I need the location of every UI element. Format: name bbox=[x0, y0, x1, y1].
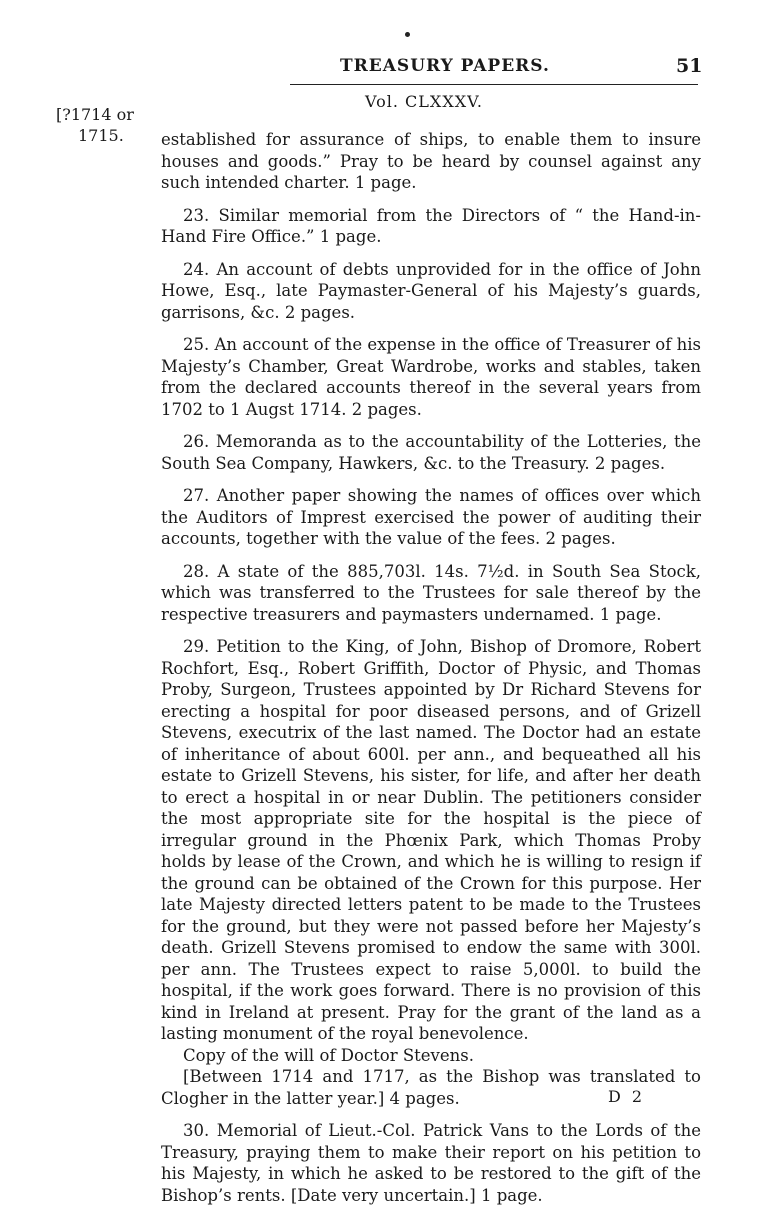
page-number: 51 bbox=[676, 55, 703, 77]
margin-date-line: [?1714 or bbox=[56, 105, 134, 124]
entry-29-note: Copy of the will of Doctor Stevens. bbox=[183, 1045, 474, 1065]
signature-mark: D 2 bbox=[608, 1087, 646, 1106]
entry-29: 29. Petition to the King, of John, Bishop of Dromore, Robert Rochfort, Esq., Robert Griffith, Doctor of Physic, and Thomas Proby, Surgeon, Trustees appointed by Dr Richard Stevens for erecting a hospital for poor diseased persons, and of Grizell Stevens, executrix of the last named. The Doctor had an estate of inheritance of about 600l. per ann., and bequeathed all his estate to Grizell Stevens, his sister, for life, and after her death to erect a hospital in or near Dublin. The petitioners consider the most appropriate site for the hospital is the piece of irregular ground in the Phœnix Park, which Thomas Proby holds by lease of the Crown, and which he is willing to resign if the ground can be obtained of the Crown for this purpose. Her late Majesty directed letters patent to be made to the Trustees for the ground, but they were not passed before her Majesty’s death. Grizell Stevens promised to endow the same with 300l. per ann. The Trustees expect to raise 5,000l. to build the hospital, if the work goes forward. There is no provision of this kind in Ireland at present. Pray for the grant of the land as a lasting monument of the royal benevolence. bbox=[161, 637, 701, 1043]
entry-29-date: [Between 1714 and 1717, as the Bishop was translated to Clogher in the latter year.] 4 pages. bbox=[161, 1067, 701, 1108]
entry-25: 25. An account of the expense in the office of Treasurer of his Majesty’s Chamber, Great Wardrobe, works and stables, taken from the declared accounts thereof in the several years from 1702 to 1 Augst 1714. 2 pages. bbox=[161, 335, 701, 419]
entry-24: 24. An account of debts unprovided for in the office of John Howe, Esq., late Paymaster-General of his Majesty’s guards, garrisons, &c. 2 pages. bbox=[161, 259, 701, 322]
entry-23: 23. Similar memorial from the Directors of “ the Hand-in-Hand Fire Office.” 1 page. bbox=[161, 205, 701, 246]
margin-date bbox=[56, 104, 156, 146]
running-head: TREASURY PAPERS. bbox=[340, 56, 550, 76]
entry-27: 27. Another paper showing the names of offices over which the Auditors of Imprest exercised the power of auditing their accounts, together with the value of the fees. 2 pages. bbox=[161, 486, 701, 548]
margin-date-line: 1715. bbox=[78, 126, 124, 145]
header-rule bbox=[290, 84, 698, 85]
entry-26: 26. Memoranda as to the accountability of the Lotteries, the South Sea Company, Hawkers, &c. to the Treasury. 2 pages. bbox=[161, 432, 701, 473]
ornament-dot bbox=[405, 32, 410, 37]
entry-28: 28. A state of the 885,703l. 14s. 7½d. in South Sea Stock, which was transferred to the Trustees for sale thereof by the respective treasurers and paymasters undernamed. 1 page. bbox=[161, 561, 701, 624]
entry-30: 30. Memorial of Lieut.-Col. Patrick Vans to the Lords of the Treasury, praying them to make their report on his petition to his Majesty, in which he asked to be restored to the gift of the Bishop’s rents. [Date very uncertain.] 1 page. bbox=[161, 1121, 701, 1205]
document-body bbox=[161, 129, 701, 1217]
volume-label: Vol. CLXXXV. bbox=[365, 92, 483, 111]
paragraph-continuation: established for assurance of ships, to enable them to insure houses and goods.” Pray to be heard by counsel against any such intended charter. 1 page. bbox=[161, 130, 701, 192]
